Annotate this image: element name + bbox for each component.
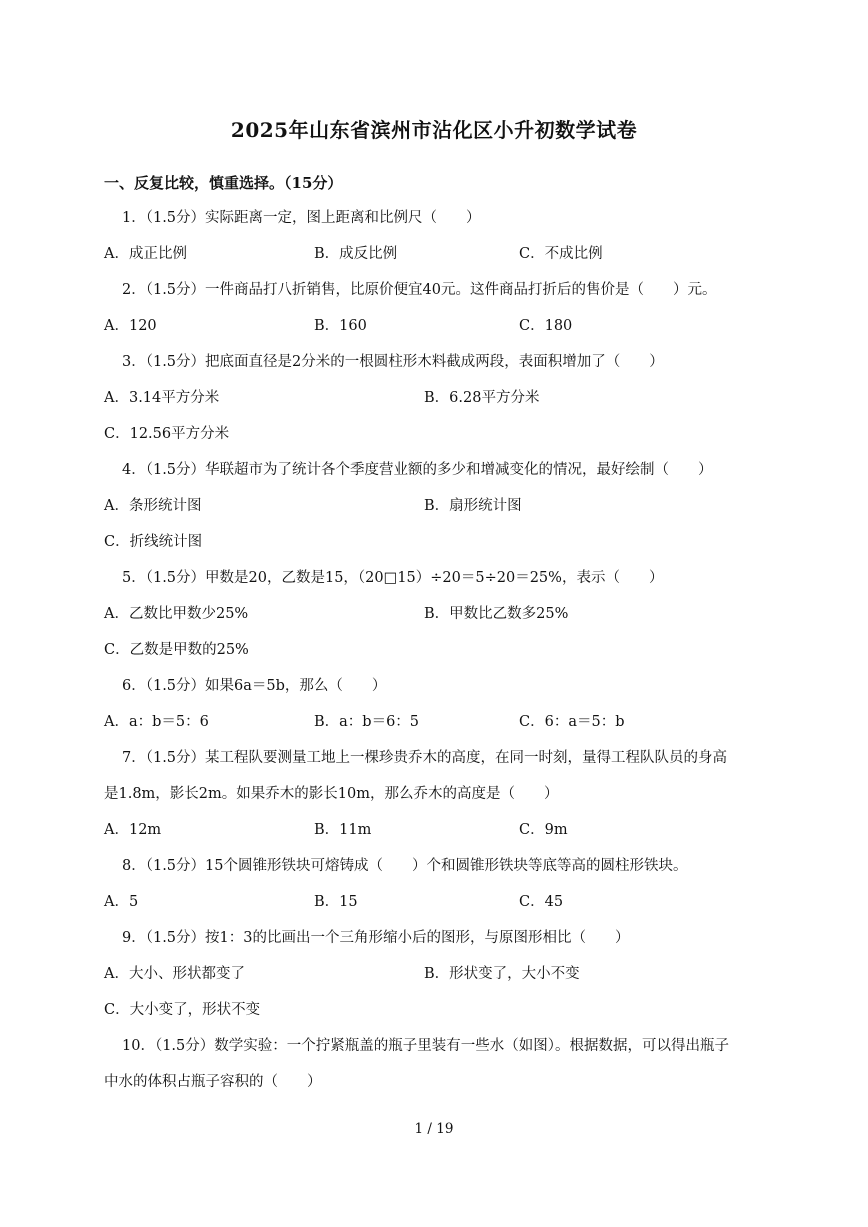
question-2: 2．（1.5分）一件商品打八折销售，比原价便宜40元。这件商品打折后的售价是（ ）元。 [122, 282, 717, 298]
q6-option-b: B．a：b＝6：5 [314, 714, 420, 730]
q4-option-b: B．扇形统计图 [424, 498, 522, 514]
question-10: 10．（1.5分）数学实验：一个拧紧瓶盖的瓶子里装有一些水（如图）。根据数据，可以得出瓶子 [122, 1038, 730, 1054]
q6-option-a: A．a：b＝5：6 [104, 714, 209, 730]
q7-option-c: C．9m [519, 822, 568, 838]
q5-option-c: C．乙数是甲数的25% [104, 642, 249, 658]
q6-option-c: C．6：a＝5：b [519, 714, 625, 730]
q8-option-a: A．5 [104, 894, 139, 910]
question-6: 6．（1.5分）如果6a＝5b，那么（ ） [122, 678, 387, 694]
q9-option-b: B．形状变了，大小不变 [424, 966, 580, 982]
q5-option-a: A．乙数比甲数少25% [104, 606, 249, 622]
q1-option-b: B．成反比例 [314, 246, 398, 262]
q7-option-b: B．11m [314, 822, 372, 838]
q2-option-c: C．180 [519, 318, 573, 334]
q9-option-a: A．大小、形状都变了 [104, 966, 245, 982]
q8-option-b: B．15 [314, 894, 358, 910]
question-9: 9．（1.5分）按1：3的比画出一个三角形缩小后的图形，与原图形相比（ ） [122, 930, 630, 946]
q2-option-b: B．160 [314, 318, 367, 334]
question-1: 1．（1.5分）实际距离一定，图上距离和比例尺（ ） [122, 210, 481, 226]
page-number: 1 / 19 [414, 1121, 454, 1137]
question-7-continued: 是1.8m，影长2m。如果乔木的影长10m，那么乔木的高度是（ ） [104, 786, 559, 802]
q3-option-c: C．12.56平方分米 [104, 426, 230, 442]
question-8: 8．（1.5分）15个圆锥形铁块可熔铸成（ ）个和圆锥形铁块等底等高的圆柱形铁块。 [122, 858, 688, 874]
page-title: 2025年山东省滨州市沾化区小升初数学试卷 [230, 118, 638, 142]
question-3: 3．（1.5分）把底面直径是2分米的一根圆柱形木料截成两段，表面积增加了（ ） [122, 354, 664, 370]
q3-option-b: B．6.28平方分米 [424, 390, 540, 406]
q7-option-a: A．12m [104, 822, 162, 838]
question-7: 7．（1.5分）某工程队要测量工地上一棵珍贵乔木的高度，在同一时刻，量得工程队队员的身高 [122, 750, 728, 766]
q4-option-c: C．折线统计图 [104, 534, 203, 550]
q1-option-c: C．不成比例 [519, 246, 603, 262]
q4-option-a: A．条形统计图 [104, 498, 202, 514]
q8-option-c: C．45 [519, 894, 564, 910]
question-5: 5．（1.5分）甲数是20，乙数是15，（20□15）÷20＝5÷20＝25%，表示（ ） [122, 570, 664, 586]
section-heading: 一、反复比较，慎重选择。（15分） [104, 174, 343, 192]
q5-option-b: B．甲数比乙数多25% [424, 606, 569, 622]
question-10-continued: 中水的体积占瓶子容积的（ ） [104, 1074, 322, 1090]
q2-option-a: A．120 [104, 318, 157, 334]
q9-option-c: C．大小变了，形状不变 [104, 1002, 261, 1018]
q1-option-a: A．成正比例 [104, 246, 187, 262]
q3-option-a: A．3.14平方分米 [104, 390, 220, 406]
question-4: 4．（1.5分）华联超市为了统计各个季度营业额的多少和增减变化的情况，最好绘制（ ） [122, 462, 713, 478]
